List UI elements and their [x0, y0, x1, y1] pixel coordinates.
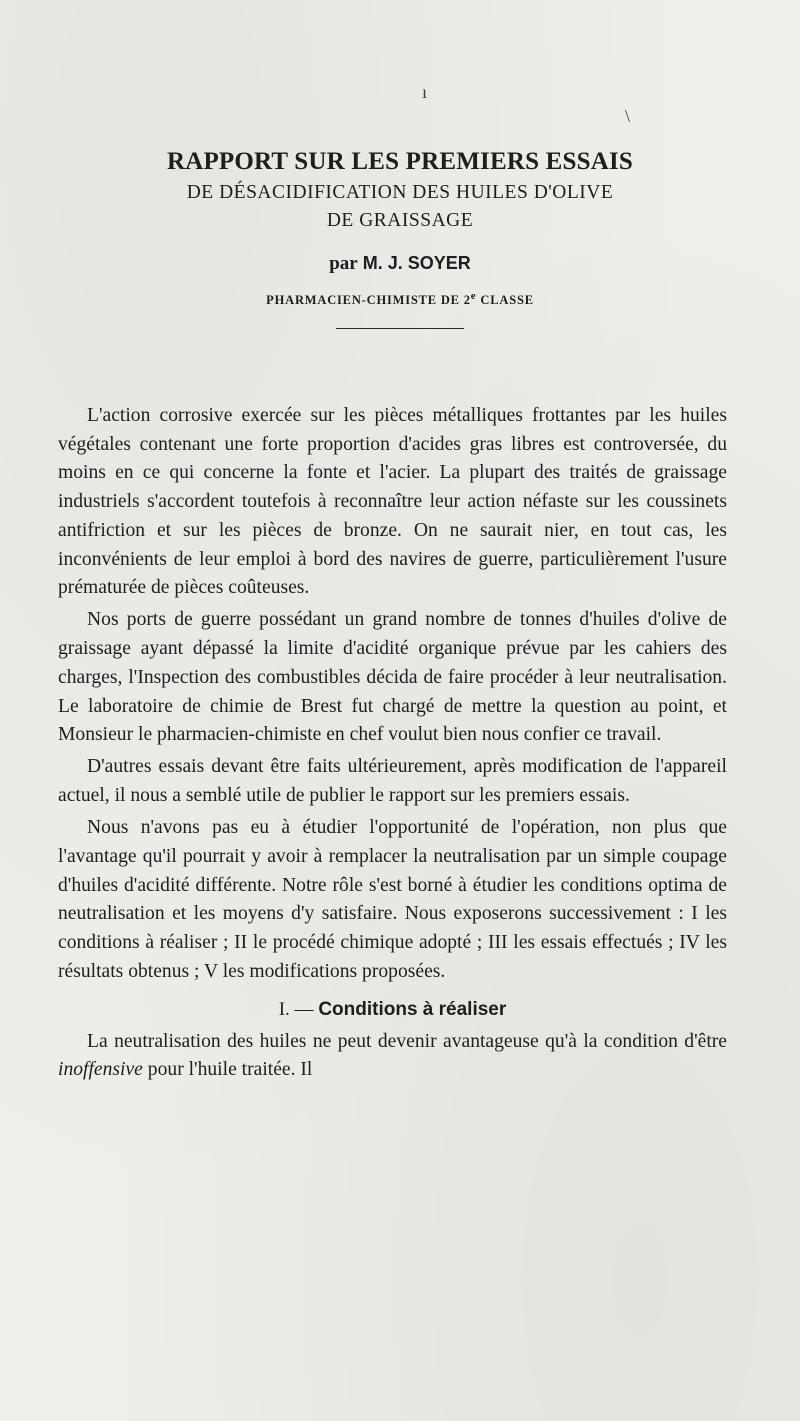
paragraph: Nos ports de guerre possédant un grand nombre de tonnes d'huiles d'olive de graissage ayant dépassé la limite d'acidité organique prévue par les cahiers des charges, l'Inspection des combustibles décida de faire procéder à leur neutralisation. Le laboratoire de chimie de Brest fut chargé de mettre la question au point, et Monsieur le pharmacien-chimiste en chef voulut bien nous confier ce travail. [58, 609, 727, 746]
section-heading [58, 995, 727, 1025]
article-header [0, 145, 800, 329]
paragraph: Nous n'avons pas eu à étudier l'opportunité de l'opération, non plus que l'avantage qu'il pourrait y avoir à remplacer la neutralisation par un simple coupage d'huiles d'acidité différente. Notre rôle s'est borné à étudier les conditions optima de neutralisation et les moyens d'y satisfaire. Nous exposerons successivement : I les conditions à réaliser ; II le procédé chimique adopté ; III les essais effectués ; IV les résultats obtenus ; V les modifications proposées. [58, 817, 727, 982]
author-role-superscript: e [470, 290, 477, 302]
scan-mark: ı [422, 82, 428, 102]
section-paragraph-end: pour l'huile traitée. Il [147, 1059, 313, 1081]
section-paragraph-italic: inoffensive [58, 1059, 143, 1081]
section-number: I. — [278, 998, 314, 1020]
header-divider [336, 328, 464, 329]
section-paragraph-start: La neutralisation des huiles ne peut devenir avantageuse qu'à la condition d'être [87, 1030, 727, 1052]
author-line [0, 251, 800, 276]
section-title: Conditions à réaliser [318, 998, 507, 1020]
article-subtitle-line-1: DE DÉSACIDIFICATION DES HUILES D'OLIVE [186, 182, 614, 203]
author-name: M. J. SOYER [362, 253, 471, 273]
paragraph: L'action corrosive exercée sur les pièces métalliques frottantes par les huiles végétales contenant une forte proportion d'acides gras libres est controversée, du moins en ce qui concerne la fonte et l'acier. La plupart des traités de graissage industriels s'accordent toutefois à reconnaître leur action néfaste sur les coussinets antifriction et sur les pièces de bronze. On ne saurait nier, en tout cas, les inconvénients de leur emploi à bord des navires de guerre, particulièrement l'usure prématurée de pièces coûteuses. [58, 405, 727, 599]
author-role-suffix: CLASSE [480, 293, 534, 307]
author-role-text: PHARMACIEN-CHIMISTE DE 2 [266, 293, 471, 307]
scan-mark: \ [625, 106, 631, 126]
paragraph: D'autres essais devant être faits ultérieurement, après modification de l'appareil actuel, il nous a semblé utile de publier le rapport sur les premiers essais. [58, 756, 727, 807]
author-role [0, 286, 800, 310]
article-title: RAPPORT SUR LES PREMIERS ESSAIS [166, 148, 634, 175]
author-prefix: par [329, 253, 358, 274]
article-subtitle-line-2: DE GRAISSAGE [326, 210, 474, 231]
section-paragraph [58, 1028, 727, 1085]
article-body [58, 402, 727, 1088]
